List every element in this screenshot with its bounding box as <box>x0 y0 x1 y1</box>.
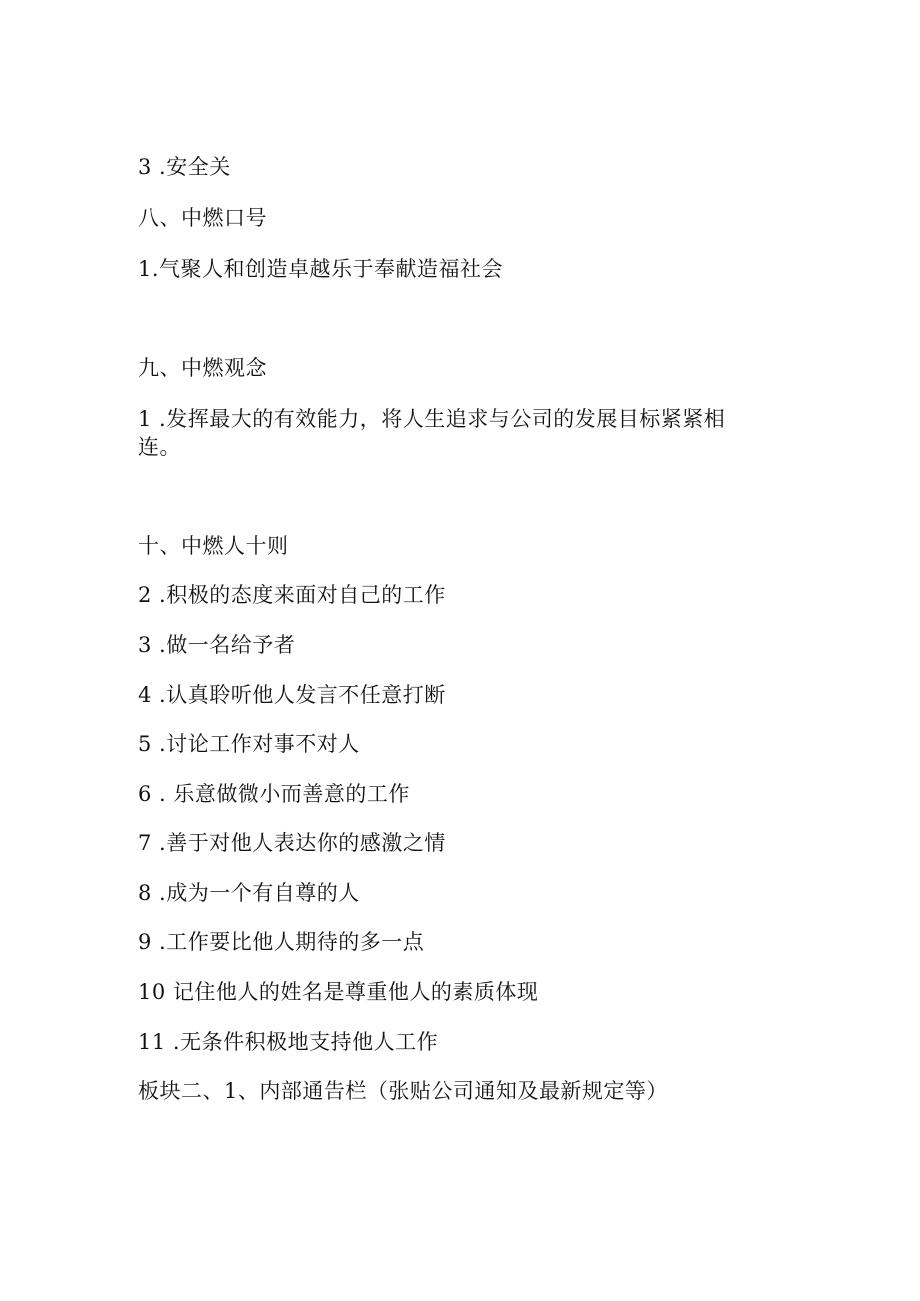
list-item-rule-3: 3 .做一名给予者 <box>138 633 296 657</box>
list-item-rule-11: 11 .无条件积极地支持他人工作 <box>138 1030 439 1054</box>
heading-ten-rules: 十、中燃人十则 <box>138 534 289 558</box>
list-item-rule-9: 9 .工作要比他人期待的多一点 <box>138 930 425 954</box>
list-item-rule-4: 4 .认真聆听他人发言不任意打断 <box>138 683 446 707</box>
list-item-rule-7: 7 .善于对他人表达你的感激之情 <box>138 831 446 855</box>
heading-slogan: 八、中燃口号 <box>138 206 267 230</box>
list-item-rule-10: 10 记住他人的姓名是尊重他人的素质体现 <box>138 980 539 1004</box>
list-item-rule-5: 5 .讨论工作对事不对人 <box>138 732 360 756</box>
text-line-slogan: 1.气聚人和创造卓越乐于奉献造福社会 <box>138 257 504 281</box>
list-item-rule-2: 2 .积极的态度来面对自己的工作 <box>138 583 446 607</box>
list-item-rule-6: 6 . 乐意做微小而善意的工作 <box>138 782 410 806</box>
section-heading-board-two: 板块二、1、内部通告栏（张贴公司通知及最新规定等） <box>138 1079 668 1103</box>
text-line-safety: 3 .安全关 <box>138 155 231 179</box>
list-item-rule-8: 8 .成为一个有自尊的人 <box>138 881 360 905</box>
heading-concept: 九、中燃观念 <box>138 356 267 380</box>
text-paragraph-concept: 1 .发挥最大的有效能力，将人生追求与公司的发展目标紧紧相连。 <box>138 407 726 459</box>
